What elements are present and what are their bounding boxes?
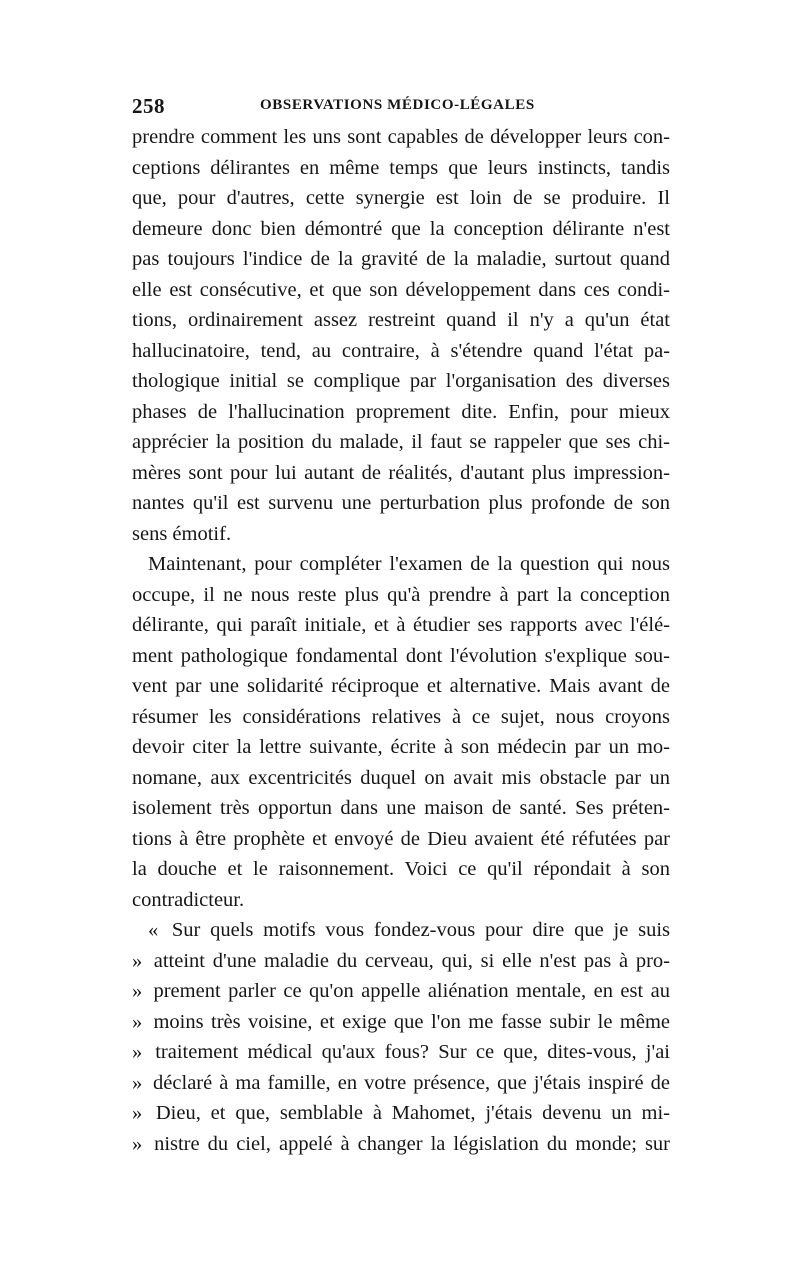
text-line: délirante, qui paraît initiale, et à étudier ses rapports avec l'élé- <box>132 614 670 636</box>
quote-line <box>132 1129 670 1160</box>
quote-mark: » <box>132 1071 143 1094</box>
text-line: phases de l'hallucination proprement dite. Enfin, pour mieux <box>132 400 670 423</box>
text-line: demeure donc bien démontré que la conception délirante n'est <box>132 217 670 240</box>
quote-text: déclaré à ma famille, en votre présence, que j'étais inspiré de <box>153 1071 670 1094</box>
text-line: sens émotif. <box>132 522 232 545</box>
quote-text: traitement médical qu'aux fous? Sur ce que, dites-vous, j'ai <box>155 1041 670 1063</box>
text-line: tions, ordinairement assez restreint quand il n'y a qu'un état <box>132 309 670 331</box>
text-line: elle est consécutive, et que son développement dans ces condi- <box>132 278 670 301</box>
text-line: Maintenant, pour compléter l'examen de la question qui nous <box>148 553 670 575</box>
text-line: ceptions délirantes en même temps que leurs instincts, tandis <box>132 156 670 179</box>
quote-mark: » <box>132 1102 143 1124</box>
quote-line <box>132 1098 670 1129</box>
text-line: vent par une solidarité réciproque et alternative. Mais avant de <box>132 675 670 697</box>
paragraph-2 <box>132 549 670 915</box>
text-line: nantes qu'il est survenu une perturbation plus profonde de son <box>132 492 670 514</box>
text-line: prendre comment les uns sont capables de développer leurs con- <box>132 126 670 148</box>
text-line: tions à être prophète et envoyé de Dieu avaient été réfutées par <box>132 827 670 850</box>
text-line: la douche et le raisonnement. Voici ce qu'il répondait à son <box>132 858 670 880</box>
running-head: OBSERVATIONS MÉDICO-LÉGALES <box>260 97 535 113</box>
text-line: hallucinatoire, tend, au contraire, à s'étendre quand l'état pa- <box>132 339 670 362</box>
text-line: apprécier la position du malade, il faut se rappeler que ses chi- <box>132 431 670 453</box>
text-line: isolement très opportun dans une maison de santé. Ses préten- <box>132 797 670 819</box>
text-line: occupe, il ne nous reste plus qu'à prendre à part la conception <box>132 583 670 606</box>
quote-text: atteint d'une maladie du cerveau, qui, si elle n'est pas à pro- <box>153 949 670 972</box>
quote-mark: » <box>132 1010 143 1033</box>
text-line: pas toujours l'indice de la gravité de la maladie, surtout quand <box>132 248 670 270</box>
quote-text: Dieu, et que, semblable à Mahomet, j'étais devenu un mi- <box>155 1102 671 1124</box>
quoted-letter <box>132 915 670 1159</box>
quote-mark: « <box>148 919 159 941</box>
quote-text: prement parler ce qu'on appelle aliénation mentale, en est au <box>153 980 670 1002</box>
page-number: 258 <box>132 94 165 118</box>
text-line: thologique initial se complique par l'organisation des diverses <box>132 370 670 392</box>
quote-text: Sur quels motifs vous fondez-vous pour dire que je suis <box>171 919 670 941</box>
text-line: nomane, aux excentricités duquel on avait mis obstacle par un <box>132 766 670 789</box>
quote-mark: » <box>132 980 143 1002</box>
text-line: que, pour d'autres, cette synergie est loin de se produire. Il <box>132 187 670 209</box>
quote-line <box>132 1037 670 1068</box>
quote-line <box>132 1007 670 1038</box>
quote-line <box>132 1068 670 1099</box>
quote-mark: » <box>132 1041 143 1063</box>
text-line: ment pathologique fondamental dont l'évolution s'explique sou- <box>132 644 670 667</box>
text-line: contradicteur. <box>132 888 245 911</box>
text-line: résumer les considérations relatives à ce sujet, nous croyons <box>132 705 670 728</box>
quote-line <box>132 915 670 946</box>
quote-mark: » <box>132 1132 143 1155</box>
paragraph-1 <box>132 122 670 549</box>
text-line: devoir citer la lettre suivante, écrite à son médecin par un mo- <box>132 736 670 758</box>
body-text <box>132 122 670 1159</box>
page-header <box>132 94 672 120</box>
quote-mark: » <box>132 949 143 972</box>
quote-line <box>132 946 670 977</box>
quote-text: moins très voisine, et exige que l'on me fasse subir le même <box>153 1010 670 1033</box>
quote-line <box>132 976 670 1007</box>
text-line: mères sont pour lui autant de réalités, d'autant plus impression- <box>132 461 670 484</box>
quote-text: nistre du ciel, appelé à changer la législation du monde; sur <box>154 1132 671 1155</box>
